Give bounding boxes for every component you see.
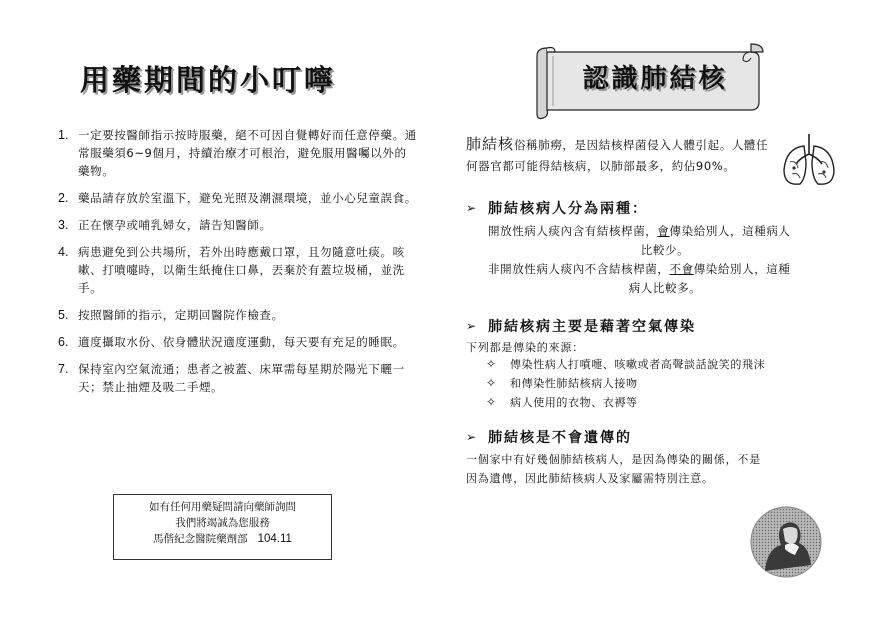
not-hereditary-heading: [466, 427, 632, 447]
tip-text: 適度攝取水份、依身體狀況適度運動，每天要有充足的睡眠。: [78, 335, 405, 349]
list-item: [486, 355, 765, 374]
closed-tb-description: [488, 260, 842, 298]
source-text: 病人使用的衣物、衣褥等: [510, 396, 638, 409]
closed-tb-line2: 病人比較多。: [628, 281, 702, 295]
not-hereditary-text: 一個家中有好幾個肺結核病人，是因為傳染的關係，不是因為遺傳，因此肺結核病人及家屬需特別注意。: [466, 453, 761, 485]
arrow-bullet-icon: ➢: [466, 430, 479, 444]
pharmacy-contact-box: [113, 494, 332, 560]
tb-intro-text: 俗稱肺癆，是因結核桿菌侵入人體引起。人體任何器官都可能得結核病，以肺部最多，約佔90%。: [466, 138, 769, 173]
tip-text: 一定要按醫師指示按時服藥，絕不可因自覺轉好而任意停藥。通常服藥須6~9個月，持續治療才可根治，避免服用醫囑以外的藥物。: [78, 128, 417, 178]
infection-sources-lead: 下列都是傳染的來源：: [466, 341, 584, 354]
arrow-bullet-icon: ➢: [466, 201, 479, 215]
source-text: 和傳染性肺結核病人接吻: [510, 377, 638, 390]
list-item: [58, 243, 418, 297]
airborne-transmission-heading: [466, 316, 696, 336]
tip-text: 保持室內空氣流通；患者之被蓋、床單需每星期於陽光下曬一天；禁止抽煙及吸二手煙。: [78, 362, 405, 394]
tip-text: 正在懷孕或哺乳婦女，請告知醫師。: [78, 218, 272, 232]
list-item: [58, 126, 418, 180]
tip-text: 病患避免到公共場所，若外出時應戴口罩，且勿隨意吐痰。咳嗽、打噴嚏時，以衛生紙掩住口鼻，丟棄於有蓋垃圾桶，並洗手。: [78, 245, 405, 295]
tip-text: 按照醫師的指示，定期回醫院作檢查。: [78, 308, 284, 322]
tip-number: 1.: [58, 128, 69, 142]
tip-number: 3.: [58, 218, 69, 232]
medication-tips-list: [58, 126, 418, 405]
tip-number: 5.: [58, 308, 69, 322]
closed-tb-line1: 非開放性病人痰內不含結核桿菌，不會傳染給別人，這種: [488, 262, 791, 276]
list-item: [486, 393, 765, 412]
contact-line: [114, 531, 331, 547]
diamond-bullet-icon: ✧: [486, 376, 497, 390]
tb-term: 肺結核: [466, 135, 515, 153]
tb-intro-paragraph: [466, 134, 776, 177]
emphasis-will-not: 不會: [669, 262, 694, 276]
open-tb-line1: 開放性病人痰內含有結核桿菌，會傳染給別人，這種病人: [488, 224, 791, 238]
source-text: 傳染性病人打噴嚏、咳嗽或者高聲談話說笑的飛沫: [510, 358, 766, 371]
heading-text: 肺結核病人分為兩種：: [488, 201, 649, 217]
tip-number: 2.: [58, 191, 69, 205]
lungs-icon: [776, 128, 842, 194]
tip-number: 7.: [58, 362, 69, 376]
open-tb-line2: 比較少。: [640, 243, 690, 257]
infection-sources-list: [486, 355, 765, 412]
medication-tips-title: 用藥期間的小叮嚀: [80, 63, 337, 97]
diamond-bullet-icon: ✧: [486, 395, 497, 409]
list-item: [58, 189, 418, 207]
heading-text: 肺結核是不會遺傳的: [488, 430, 633, 446]
list-item: [58, 216, 418, 234]
open-tb-description: [488, 222, 842, 260]
arrow-bullet-icon: ➢: [466, 319, 479, 333]
list-item: [486, 374, 765, 393]
tb-types-heading: [466, 198, 648, 218]
tb-banner-title: 認識肺結核: [582, 64, 728, 94]
contact-line: 如有任何用藥疑問請向藥師詢問: [149, 501, 296, 513]
tip-number: 4.: [58, 245, 69, 259]
list-item: [58, 333, 418, 351]
coughing-person-icon: [749, 505, 823, 579]
heading-text: 肺結核病主要是藉著空氣傳染: [488, 319, 697, 335]
diamond-bullet-icon: ✧: [486, 357, 497, 371]
list-item: [58, 306, 418, 324]
contact-line: 我們將竭誠為您服務: [175, 517, 270, 529]
leaflet-code: 104.11: [257, 533, 292, 545]
tip-number: 6.: [58, 335, 69, 349]
tip-text: 藥品請存放於室溫下，避免光照及潮濕環境，並小心兒童誤食。: [78, 191, 417, 205]
emphasis-will: 會: [657, 224, 670, 238]
hospital-department: 馬偕紀念醫院藥劑部: [153, 533, 248, 545]
list-item: [58, 360, 418, 396]
